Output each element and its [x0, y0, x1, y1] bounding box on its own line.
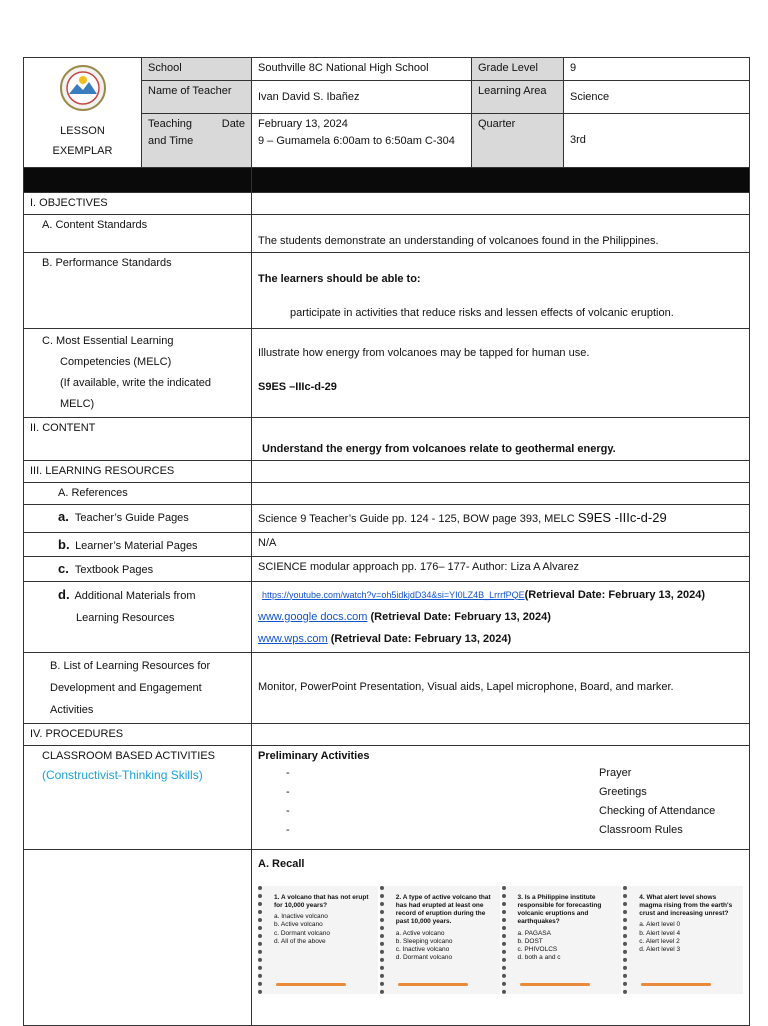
- list-label-line1: B. List of Learning Resources for: [50, 659, 211, 672]
- melc-value: Illustrate how energy from volcanoes may be tapped for human use.: [258, 346, 590, 359]
- melc-label-line4: MELC): [60, 397, 95, 410]
- melc-label-line1: C. Most Essential Learning: [42, 334, 174, 347]
- and-time-label: and Time: [148, 134, 194, 147]
- tg-letter: a.: [58, 508, 69, 524]
- list-label-cell: [24, 652, 252, 723]
- prelim-item: - Prayer: [286, 767, 632, 779]
- recall-card: 1. A volcano that has not erupt for 10,000 years? a. Inactive volcano b. Active volcano c. Dormant volcano d. All of the above: [258, 886, 378, 994]
- recall-cards: [258, 886, 743, 994]
- performance-standards-cell: [252, 252, 750, 328]
- lesson-title-line2: EXEMPLAR: [52, 145, 113, 158]
- area-value: Science: [564, 81, 750, 114]
- content-value: Understand the energy from volcanoes relate to geothermal energy.: [252, 417, 750, 460]
- melc-label-line2: Competencies (MELC): [60, 355, 172, 368]
- am-retrieval-3: (Retrieval Date: February 13, 2024): [327, 632, 512, 645]
- prelim-title: Preliminary Activities: [258, 749, 370, 762]
- area-label: Learning Area: [472, 81, 564, 114]
- lm-letter: b.: [58, 536, 70, 552]
- tb-value: SCIENCE modular approach pp. 176– 177- Author: Liza A Alvarez: [252, 557, 750, 582]
- prelim-cell: [252, 745, 750, 849]
- recall-card: 3. Is a Philippine institute responsible for forecasting volcanic eruptions and earthquakes? a. PAGASA b. DOST c. PHIVOLCS d. both a and c: [502, 886, 622, 994]
- am-letter: d.: [58, 586, 70, 602]
- prelim-item: - Checking of Attendance: [286, 805, 716, 817]
- content-standards-value: The students demonstrate an understanding of volcanoes found in the Philippines.: [252, 214, 750, 252]
- list-label-line2: Development and Engagement: [50, 681, 202, 694]
- teacher-label: Name of Teacher: [142, 81, 252, 114]
- melc-label-line3: (If available, write the indicated: [60, 376, 212, 389]
- performance-value: participate in activities that reduce risks and lessen effects of volcanic eruption.: [290, 307, 674, 319]
- lm-value: N/A: [252, 532, 750, 557]
- tg-label-cell: [24, 504, 252, 532]
- am-retrieval-2: (Retrieval Date: February 13, 2024): [367, 610, 551, 623]
- lm-label-cell: [24, 532, 252, 557]
- date-time-value: [252, 114, 472, 168]
- tg-cell: [252, 504, 750, 532]
- divider-row: [24, 168, 750, 193]
- procedures-title: IV. PROCEDURES: [24, 723, 252, 745]
- lesson-exemplar-table: [23, 57, 750, 1026]
- classroom-sub: (Constructivist-Thinking Skills): [42, 768, 203, 782]
- quarter-label: Quarter: [472, 114, 564, 168]
- teaching-label-word: Teaching: [148, 118, 193, 130]
- date-label-word: Date: [221, 118, 245, 130]
- prelim-item: - Greetings: [286, 786, 647, 798]
- tb-letter: c.: [58, 561, 69, 576]
- recall-title: A. Recall: [258, 857, 305, 870]
- tb-label-cell: [24, 557, 252, 582]
- time-value: 9 – Gumamela 6:00am to 6:50am C-304: [258, 134, 455, 147]
- lesson-title-line1: LESSON: [60, 125, 105, 138]
- list-value: Monitor, PowerPoint Presentation, Visual aids, Lapel microphone, Board, and marker.: [252, 652, 750, 723]
- date-value: February 13, 2024: [258, 118, 348, 130]
- objectives-title: I. OBJECTIVES: [24, 193, 252, 215]
- youtube-link[interactable]: https://youtube.com/watch?v=oh5idkjdD34&si=YI0LZ4B_LrrrfPQE: [262, 589, 525, 600]
- list-label-line3: Activities: [50, 703, 94, 716]
- references-label: A. References: [24, 482, 252, 504]
- tg-value: Science 9 Teacher’s Guide pp. 124 - 125, BOW page 393, MELC: [258, 513, 578, 526]
- tg-label: Teacher’s Guide Pages: [74, 511, 189, 524]
- am-label-cell: [24, 581, 252, 652]
- recall-card: 2. A type of active volcano that has had erupted at least one record of eruption during the past 10,000 years. a. Active volcano b. Sleeping volcano c. Inactive volcano d. Dormant volcano: [380, 886, 500, 994]
- resources-title: III. LEARNING RESOURCES: [24, 460, 252, 482]
- school-value: Southville 8C National High School: [252, 58, 472, 81]
- recall-cell: [252, 849, 750, 1025]
- content-standards-label: A. Content Standards: [24, 214, 252, 252]
- quarter-value: 3rd: [564, 114, 750, 168]
- logo-cell: [24, 58, 142, 168]
- performance-standards-label: B. Performance Standards: [24, 252, 252, 328]
- teacher-value: Ivan David S. Ibañez: [252, 81, 472, 114]
- teaching-label: [142, 114, 252, 168]
- tg-code: S9ES -IIIc-d-29: [577, 510, 667, 526]
- melc-label: [24, 328, 252, 417]
- grade-label: Grade Level: [472, 58, 564, 81]
- school-logo-icon: [57, 64, 109, 112]
- tb-label: Textbook Pages: [74, 564, 154, 576]
- grade-value: 9: [564, 58, 750, 81]
- recall-card: 4. What alert level shows magma rising from the earth's crust and increasing unrest? a. Alert level 0 b. Alert level 4 c. Alert level 2 d. Alert level 3: [623, 886, 743, 994]
- am-cell: [252, 581, 750, 652]
- performance-lead: The learners should be able to:: [258, 272, 421, 285]
- classroom-label-cell: [24, 745, 252, 849]
- google-docs-link[interactable]: www.google docs.com: [258, 610, 368, 623]
- wps-link[interactable]: www.wps.com: [258, 632, 328, 645]
- school-label: School: [142, 58, 252, 81]
- content-title: II. CONTENT: [24, 417, 252, 460]
- am-label-line1: Additional Materials from: [74, 589, 196, 602]
- prelim-item: - Classroom Rules: [286, 824, 683, 836]
- lm-label: Learner’s Material Pages: [75, 539, 198, 552]
- am-label-line2: Learning Resources: [76, 611, 175, 624]
- am-retrieval-1: (Retrieval Date: February 13, 2024): [524, 588, 706, 601]
- melc-cell: [252, 328, 750, 417]
- melc-code: S9ES –IIIc-d-29: [258, 381, 337, 393]
- classroom-label: CLASSROOM BASED ACTIVITIES: [42, 749, 215, 762]
